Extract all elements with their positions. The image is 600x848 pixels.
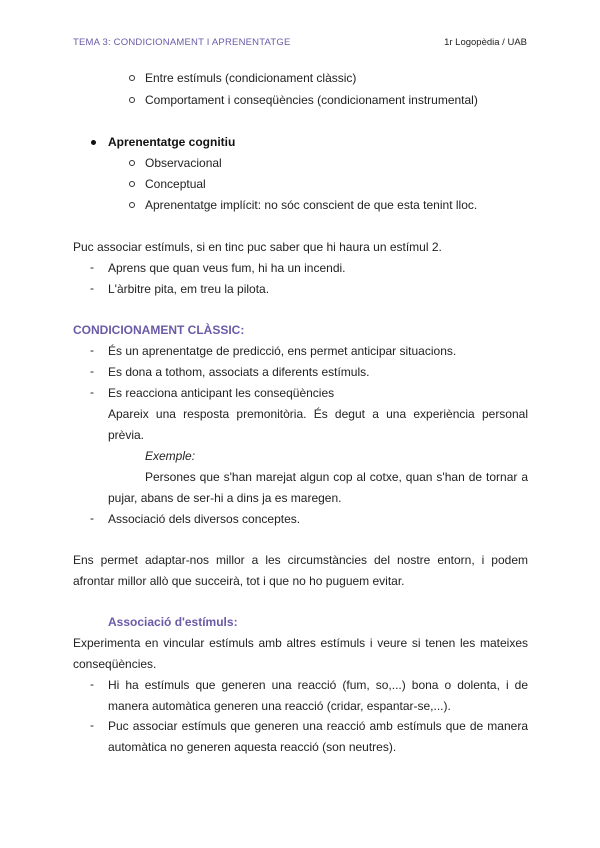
circle-bullet-icon xyxy=(124,70,140,84)
stimuli-intro-line: conseqüències. xyxy=(73,657,157,671)
example-text-line: pujar, abans de ser-hi a dins ja es maregen. xyxy=(108,491,342,505)
stimuli-intro-line: Experimenta en vincular estímuls amb altres estímuls i veure si tenen les mateixes xyxy=(73,636,528,650)
header-course: 1r Logopèdia / UAB xyxy=(444,37,527,48)
dash-bullet-icon: - xyxy=(90,364,94,378)
list-item-continued: manera automàtica generen una reacció (cridar, espantar-se,...). xyxy=(108,699,451,713)
example-label: Exemple: xyxy=(145,449,196,463)
list-item: Observacional xyxy=(145,156,222,170)
list-item: Associació dels diversos conceptes. xyxy=(108,512,301,526)
circle-bullet-icon xyxy=(124,176,140,190)
dash-bullet-icon: - xyxy=(90,260,94,274)
circle-bullet-icon xyxy=(124,92,140,106)
dash-bullet-icon: - xyxy=(90,511,94,525)
adapt-paragraph-line: Ens permet adaptar-nos millor a les circumstàncies del nostre entorn, i podem xyxy=(73,553,528,567)
list-item: Es dona a tothom, associats a diferents estímuls. xyxy=(108,365,370,379)
list-item: Conceptual xyxy=(145,177,206,191)
list-item: L'àrbitre pita, em treu la pilota. xyxy=(108,282,270,296)
dash-bullet-icon: - xyxy=(90,281,94,295)
dash-bullet-icon: - xyxy=(90,385,94,399)
classic-explanation-line: prèvia. xyxy=(108,428,145,442)
dash-bullet-icon: - xyxy=(90,677,94,691)
list-item: Es reacciona anticipant les conseqüències xyxy=(108,386,335,400)
list-item: Aprens que quan veus fum, hi ha un incendi. xyxy=(108,261,346,275)
list-item: Puc associar estímuls que generen una reacció amb estímuls que de manera xyxy=(108,719,528,733)
associate-intro: Puc associar estímuls, si en tinc puc saber que hi haura un estímul 2. xyxy=(73,240,442,254)
section-title-classic: CONDICIONAMENT CLÀSSIC: xyxy=(73,323,245,337)
adapt-paragraph-line: afrontar millor allò que succeirà, tot i que no ho puguem evitar. xyxy=(73,574,405,588)
circle-bullet-icon xyxy=(124,155,140,169)
cognitive-title: Aprenentatge cognitiu xyxy=(108,135,236,149)
dash-bullet-icon: - xyxy=(90,718,94,732)
list-item-continued: automàtica no generen aquesta reacció (son neutres). xyxy=(108,740,397,754)
list-item: Entre estímuls (condicionament clàssic) xyxy=(145,71,357,85)
list-item: Aprenentatge implícit: no sóc conscient de que esta tenint lloc. xyxy=(145,198,478,212)
circle-bullet-icon xyxy=(124,197,140,211)
list-item: És un aprenentatge de predicció, ens permet anticipar situacions. xyxy=(108,344,457,358)
section-title-stimuli: Associació d'estímuls: xyxy=(108,615,238,629)
list-item: Hi ha estímuls que generen una reacció (fum, so,...) bona o dolenta, i de xyxy=(108,678,528,692)
dash-bullet-icon: - xyxy=(90,343,94,357)
disc-bullet-icon xyxy=(85,134,101,148)
example-text-line: Persones que s'han marejat algun cop al cotxe, quan s'han de tornar a xyxy=(145,470,528,484)
list-item: Comportament i conseqüències (condicionament instrumental) xyxy=(145,93,478,107)
header-topic: TEMA 3: CONDICIONAMENT I APRENENTATGE xyxy=(73,37,291,48)
classic-explanation-line: Apareix una resposta premonitòria. És degut a una experiència personal xyxy=(108,407,528,421)
